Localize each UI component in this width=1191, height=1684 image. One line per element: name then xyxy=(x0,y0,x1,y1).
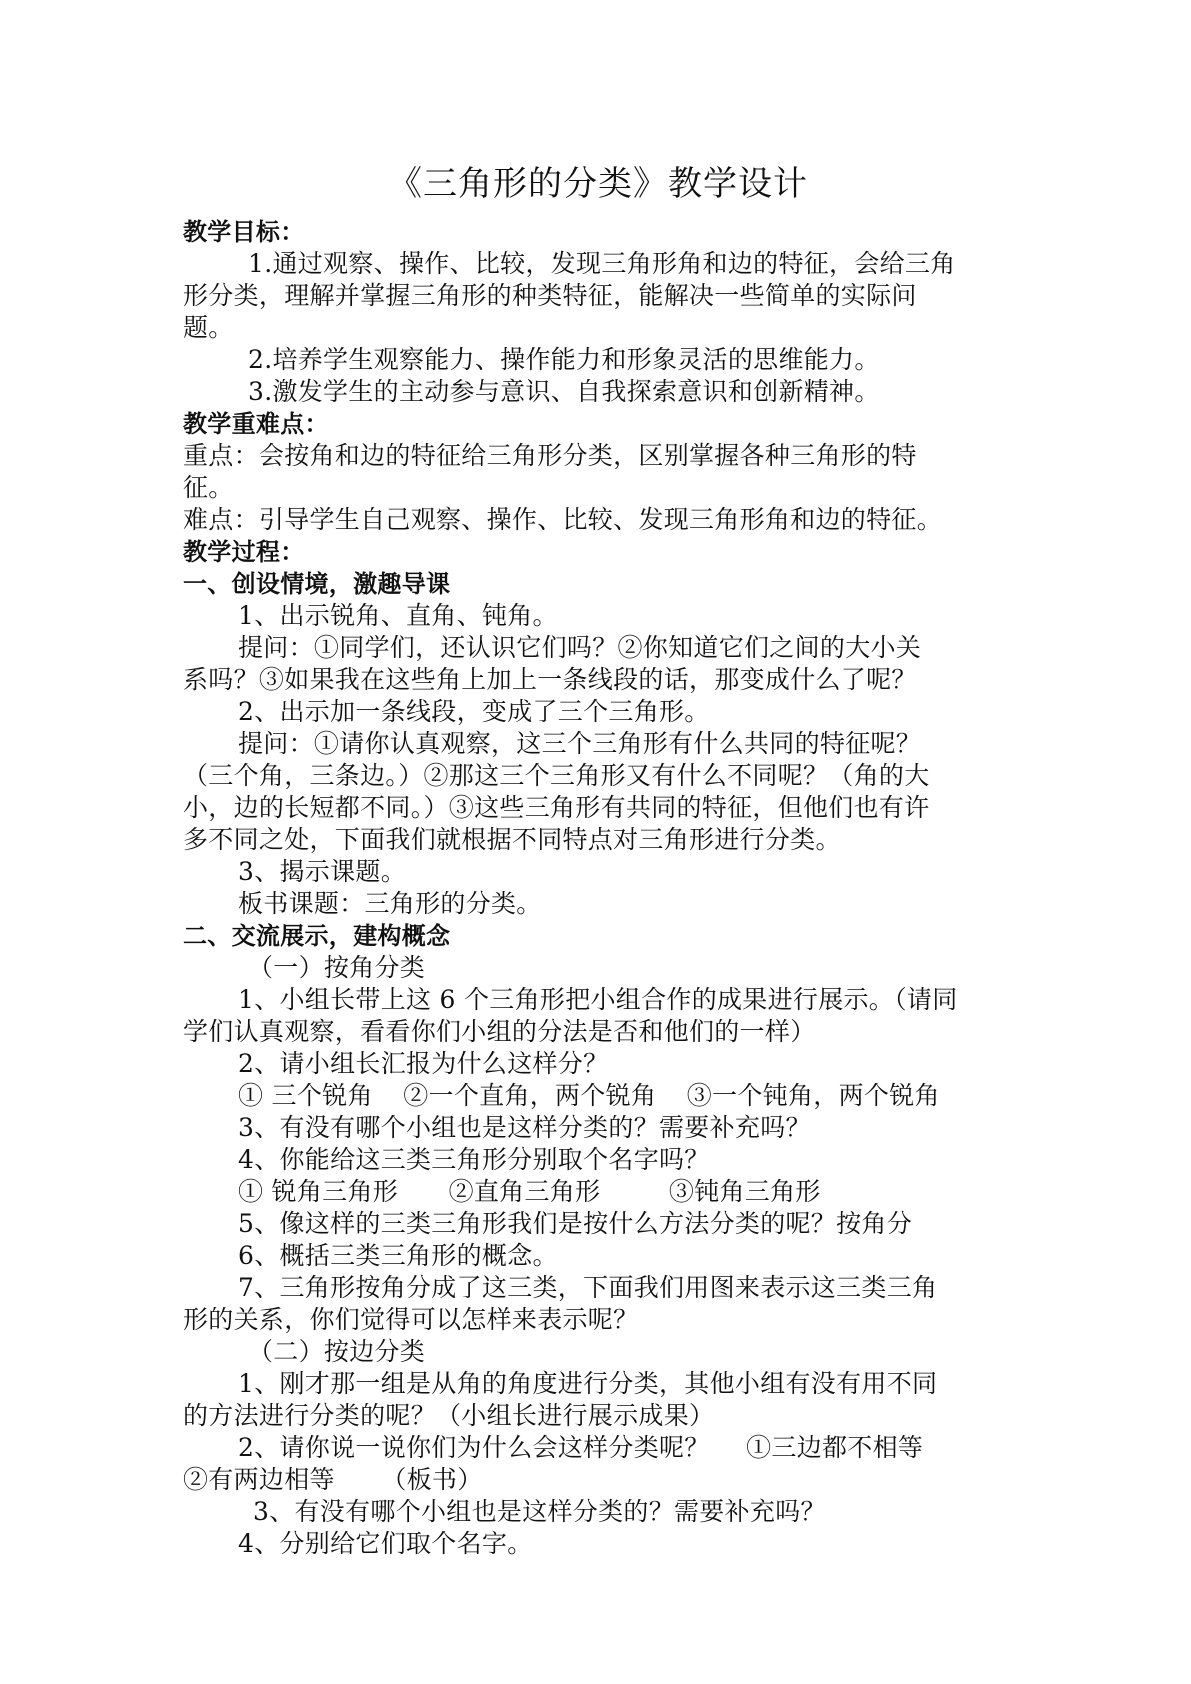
sub1-line-1b: 学们认真观察，看看你们小组的分法是否和他们的一样） xyxy=(183,1017,816,1046)
sub2-line-1a: 1、刚才那一组是从角的角度进行分类，其他小组有没有用不同 xyxy=(238,1369,938,1398)
sub2-line-2a xyxy=(183,1432,1013,1464)
part1-step-1: 1、出示锐角、直角、钝角。 xyxy=(238,601,558,630)
part1-step-3: 3、揭示课题。 xyxy=(238,857,407,886)
sub2-heading: （二）按边分类 xyxy=(248,1337,426,1366)
part1-question-2-line-4: 多不同之处，下面我们就根据不同特点对三角形进行分类。 xyxy=(183,825,841,854)
key-point-line-2: 征。 xyxy=(183,473,234,502)
objectives-heading: 教学目标： xyxy=(183,218,305,246)
part1-heading: 一、创设情境，激趣导课 xyxy=(183,570,451,598)
sides-two-equal: ②有两边相等 xyxy=(183,1465,335,1494)
sub2-question: 2、请你说一说你们为什么会这样分类呢？ xyxy=(238,1433,710,1462)
sub2-line-2b xyxy=(183,1464,1013,1496)
part1-step-2: 2、出示加一条线段，变成了三个三角形。 xyxy=(238,697,710,726)
sub1-line-4: 3、有没有哪个小组也是这样分类的？需要补充吗？ xyxy=(238,1113,811,1142)
part1-question-2-line-3: 小，边的长短都不同。）③这些三角形有共同的特征，但他们也有许 xyxy=(183,793,930,822)
sub1-line-7: 5、像这样的三类三角形我们是按什么方法分类的呢？按角分 xyxy=(238,1209,913,1238)
part1-question-2-line-2: （三个角，三条边。）②那这三个三角形又有什么不同呢？（角的大 xyxy=(183,761,930,790)
process-heading: 教学过程： xyxy=(183,538,305,566)
sub1-line-9b: 形的关系，你们觉得可以怎样来表示呢？ xyxy=(183,1305,639,1334)
objective-1-line-3: 题。 xyxy=(183,313,234,342)
sub1-heading: （一）按角分类 xyxy=(248,953,426,982)
right-triangle-name: ②直角三角形 xyxy=(448,1177,601,1206)
document-body xyxy=(183,160,1013,1560)
angle-group-2: ②一个直角，两个锐角 xyxy=(403,1081,657,1110)
obtuse-triangle-name: ③钝角三角形 xyxy=(668,1177,821,1206)
sides-all-unequal: ①三边都不相等 xyxy=(746,1433,924,1462)
sub1-line-3 xyxy=(183,1080,1013,1112)
objective-1-line-2: 形分类，理解并掌握三角形的种类特征，能解决一些简单的实际问 xyxy=(183,281,917,310)
part2-heading: 二、交流展示，建构概念 xyxy=(183,922,451,950)
acute-triangle-name: ① 锐角三角形 xyxy=(238,1177,399,1206)
sub2-line-4: 4、分别给它们取个名字。 xyxy=(238,1529,533,1558)
document-title: 《三角形的分类》教学设计 xyxy=(388,164,808,204)
part1-question-1-line-2: 系吗？③如果我在这些角上加上一条线段的话，那变成什么了呢？ xyxy=(183,665,917,694)
sub1-line-8: 6、概括三类三角形的概念。 xyxy=(238,1241,558,1270)
sub1-line-5: 4、你能给这三类三角形分别取个名字吗？ xyxy=(238,1145,710,1174)
sub2-line-3: 3、有没有哪个小组也是这样分类的？需要补充吗？ xyxy=(253,1497,826,1526)
sub1-line-9a: 7、三角形按角分成了这三类，下面我们用图来表示这三类三角 xyxy=(238,1273,938,1302)
board-note: （板书） xyxy=(381,1465,483,1494)
objective-2: 2.培养学生观察能力、操作能力和形象灵活的思维能力。 xyxy=(248,345,880,374)
part1-question-2-line-1: 提问：①请你认真观察，这三个三角形有什么共同的特征呢？ xyxy=(238,729,922,758)
angle-group-1: ① 三个锐角 xyxy=(238,1081,373,1110)
part1-question-1-line-1: 提问：①同学们，还认识它们吗？②你知道它们之间的大小关 xyxy=(238,633,922,662)
sub2-line-1b: 的方法进行分类的呢？（小组长进行展示成果） xyxy=(183,1401,715,1430)
sub1-line-2: 2、请小组长汇报为什么这样分？ xyxy=(238,1049,609,1078)
sub1-line-6 xyxy=(183,1176,1013,1208)
angle-group-3: ③一个钝角，两个锐角 xyxy=(686,1081,940,1110)
key-point-line-1: 重点：会按角和边的特征给三角形分类，区别掌握各种三角形的特 xyxy=(183,441,917,470)
part1-board-title: 板书课题：三角形的分类。 xyxy=(238,889,542,918)
objective-1-line-1: 1.通过观察、操作、比较，发现三角形角和边的特征，会给三角 xyxy=(248,249,956,278)
objective-3: 3.激发学生的主动参与意识、自我探索意识和创新精神。 xyxy=(248,377,880,406)
keypoints-heading: 教学重难点： xyxy=(183,410,329,438)
difficult-point: 难点：引导学生自己观察、操作、比较、发现三角形角和边的特征。 xyxy=(183,505,943,534)
sub1-line-1a: 1、小组长带上这 6 个三角形把小组合作的成果进行展示。（请同 xyxy=(238,985,958,1014)
